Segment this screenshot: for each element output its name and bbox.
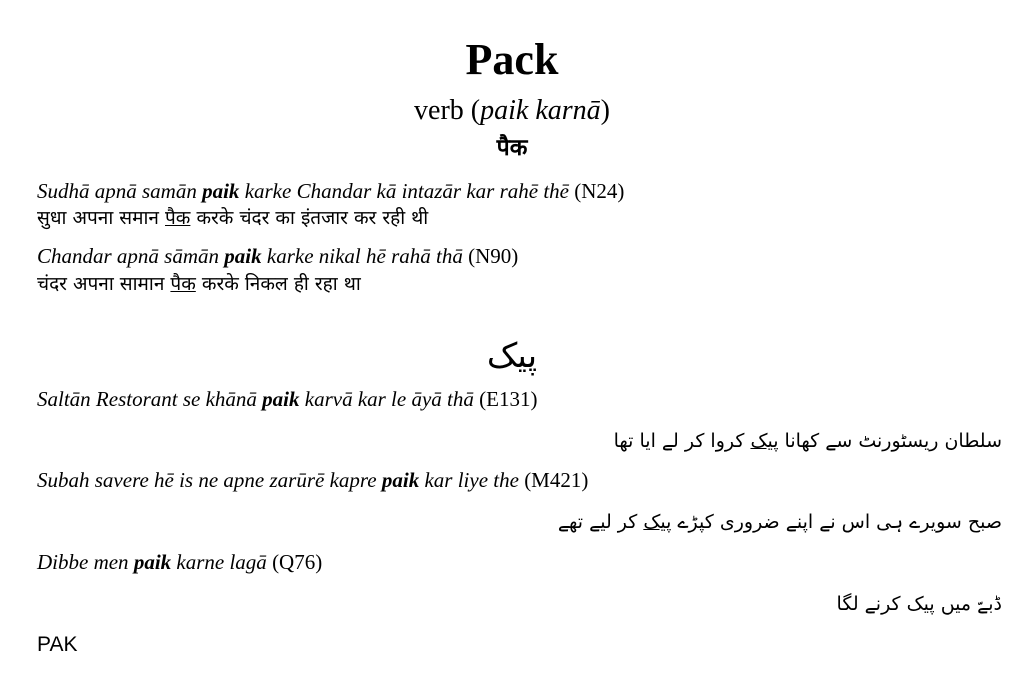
keyword: paik: [202, 179, 240, 203]
example-ref: (Q76): [266, 550, 323, 574]
part-of-speech: [0, 94, 1024, 128]
keyword: paik: [133, 550, 172, 574]
example-urdu: صبح سویرے ہی اس نے اپنے ضروری کپڑے پیک کر لیے تھے: [557, 511, 1002, 533]
headword: Pack: [465, 35, 559, 84]
example-hindi: चंदर अपना सामान पैक करके निकल ही रहा था: [37, 273, 361, 295]
example-ref: (N24): [568, 179, 625, 203]
keyword: paik: [381, 468, 420, 492]
keyword: paik: [262, 387, 300, 411]
example-ref: (E131): [473, 387, 538, 411]
example-hindi: सुधा अपना समान पैक करके चंदर का इंतजार कर रही थी: [37, 207, 429, 229]
example-roman: Sudhā apnā samān paik karke Chandar kā intazār kar rahē thē (N24): [37, 179, 625, 203]
pos-translit: paik karnā: [480, 95, 601, 126]
next-entry-label: PAK: [37, 633, 78, 656]
example-ref: (N90): [462, 244, 519, 268]
keyword: paik: [224, 244, 262, 268]
keyword-underlined: पैक: [165, 207, 191, 229]
example-roman: Saltān Restorant se khānā paik karvā kar le āyā thā (E131): [37, 387, 538, 411]
urdu-headword: پیک: [486, 336, 538, 376]
keyword-underlined: پیک: [750, 430, 779, 452]
example-ref: (M421): [518, 468, 589, 492]
example-roman: Dibbe men paik karne lagā (Q76): [37, 550, 323, 574]
example-roman: Chandar apnā sāmān paik karke nikal hē rahā thā (N90): [37, 244, 519, 268]
example-urdu: سلطان ریسٹورنٹ سے کھانا پیک کروا کر لے ایا تھا: [613, 430, 1002, 452]
pos-prefix: verb (: [414, 95, 481, 126]
pos-suffix: ): [600, 95, 610, 126]
keyword-underlined: پیک: [643, 511, 672, 533]
example-roman: Subah savere hē is ne apne zarūrē kapre paik kar liye the (M421): [37, 468, 589, 492]
example-urdu: ڈبےّ میں پیک کرنے لگا: [836, 593, 1002, 615]
hindi-headword: पैक: [496, 135, 528, 161]
keyword-underlined: पैक: [170, 273, 196, 295]
